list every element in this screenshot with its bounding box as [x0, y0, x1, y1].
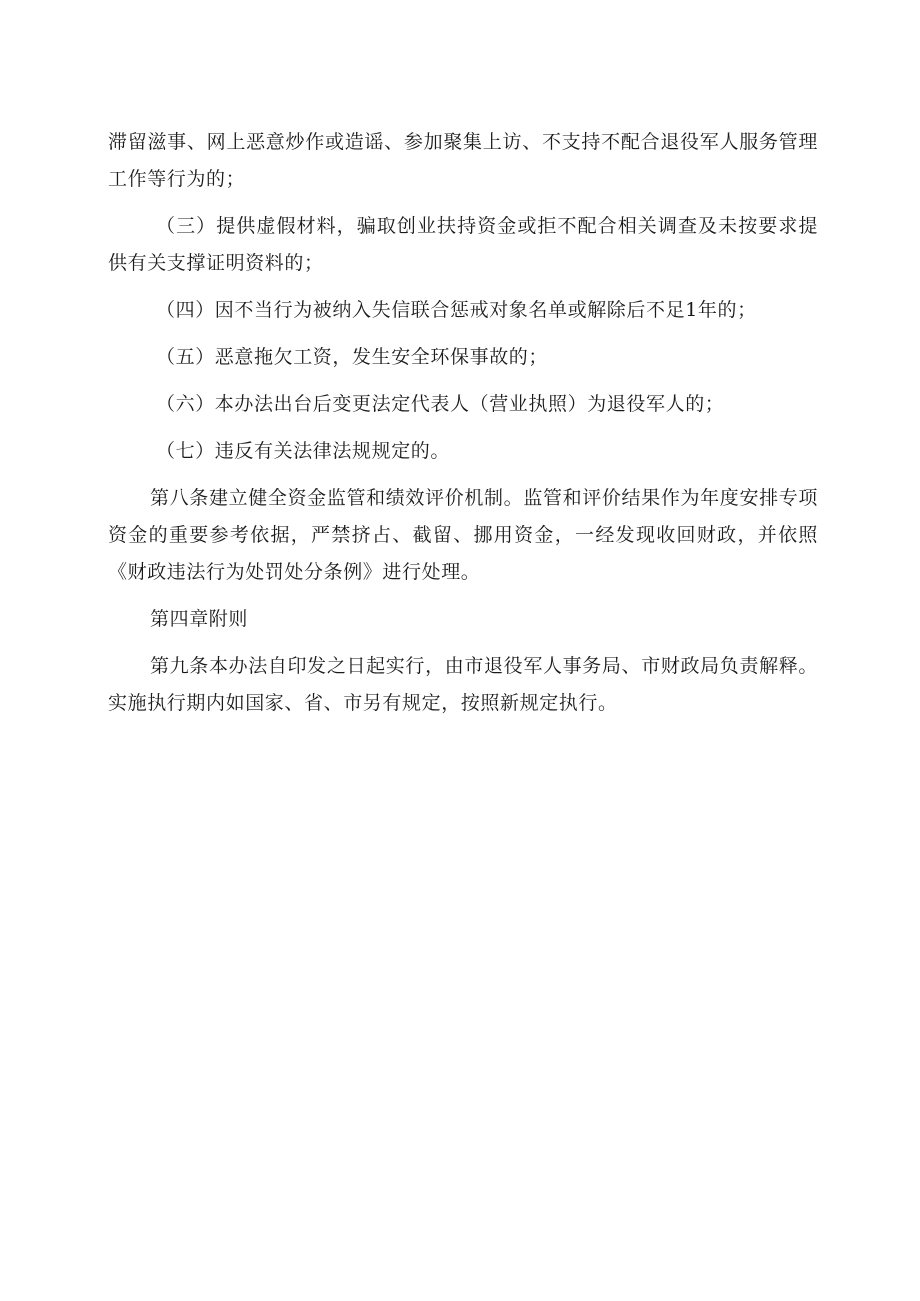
chapter-4-heading: 第四章附则: [150, 608, 249, 630]
article-8: 第八条建立健全资金监管和绩效评价机制。监管和评价结果作为年度安排专项资金的重要参考依据，严禁挤占、截留、挪用资金，一经发现收回财政，并依照《财政违法行为处罚处分条例》进行处理。: [108, 487, 818, 583]
list-item-5: （五）恶意拖欠工资，发生安全环保事故的；: [156, 346, 549, 368]
document-page: [108, 124, 818, 732]
paragraph-continuation: 滞留滋事、网上恶意炒作或造谣、参加聚集上访、不支持不配合退役军人服务管理工作等行为的；: [108, 131, 818, 190]
list-item-7: （七）违反有关法律法规规定的。: [156, 440, 451, 462]
list-item-6: （六）本办法出台后变更法定代表人（营业执照）为退役军人的；: [156, 393, 725, 415]
list-item-3: （三）提供虚假材料，骗取创业扶持资金或拒不配合相关调查及未按要求提供有关支撑证明资料的；: [108, 215, 818, 274]
list-item-4: （四）因不当行为被纳入失信联合惩戒对象名单或解除后不足1年的；: [156, 299, 757, 321]
article-9: 第九条本办法自印发之日起实行，由市退役军人事务局、市财政局负责解释。实施执行期内如国家、省、市另有规定，按照新规定执行。: [108, 655, 818, 714]
